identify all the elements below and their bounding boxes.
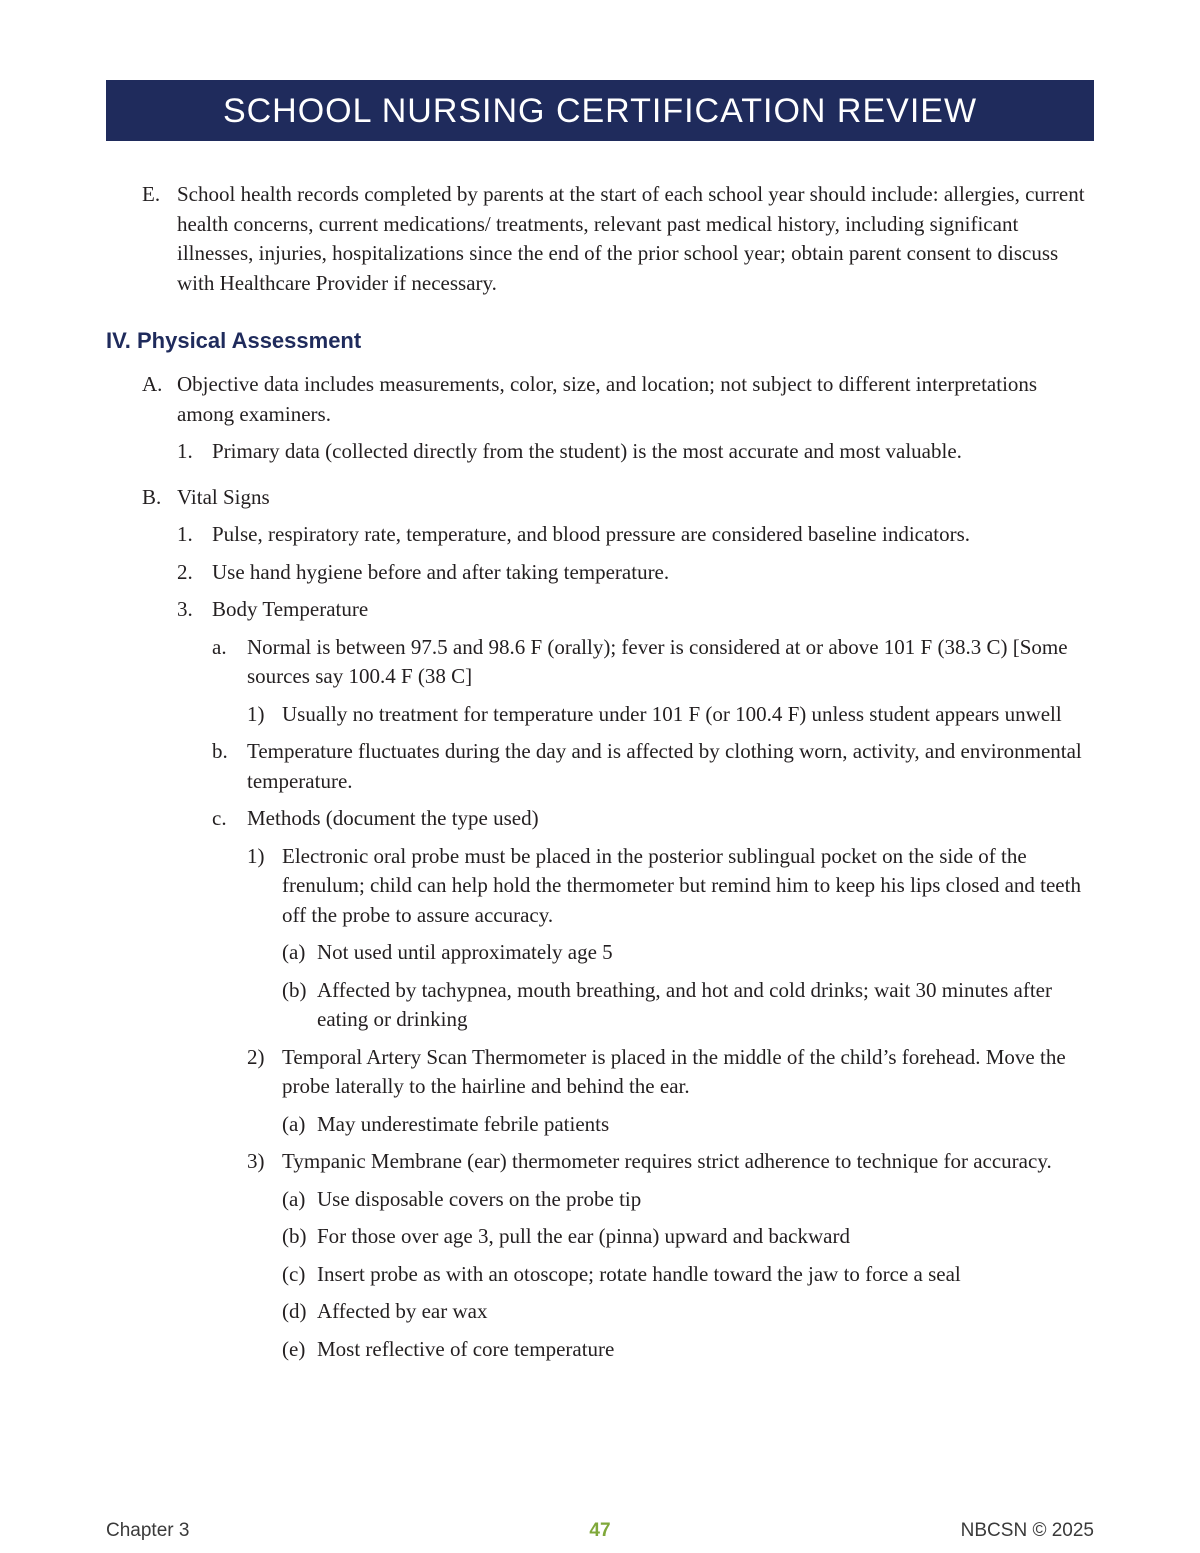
list-item bbox=[282, 1335, 1098, 1365]
list-item bbox=[282, 938, 1098, 968]
page-title: SCHOOL NURSING CERTIFICATION REVIEW bbox=[222, 91, 978, 130]
list-text: Usually no treatment for temperature under 101 F (or 100.4 F) unless student appears unwell bbox=[282, 701, 1062, 726]
list-text: Most reflective of core temperature bbox=[317, 1336, 615, 1361]
list-text: Electronic oral probe must be placed in the posterior sublingual pocket on the side of the frenulum; child can help hold the thermometer but remind him to keep his lips closed and teeth off the probe to assure accuracy. bbox=[282, 843, 1081, 927]
list-marker: 2. bbox=[177, 559, 193, 584]
list-text: May underestimate febrile patients bbox=[317, 1111, 610, 1136]
list-marker: 3) bbox=[247, 1149, 265, 1173]
list-text: Affected by tachypnea, mouth breathing, and hot and cold drinks; wait 30 minutes after eating or drinking bbox=[317, 977, 1052, 1031]
list-text: Affected by ear wax bbox=[317, 1299, 488, 1323]
list-item bbox=[177, 595, 1098, 625]
list-item bbox=[282, 1260, 1098, 1290]
list-text: Use disposable covers on the probe tip bbox=[317, 1186, 642, 1211]
list-item bbox=[177, 520, 1098, 550]
page-footer bbox=[106, 1520, 1094, 1546]
list-marker: c. bbox=[212, 806, 227, 830]
list-item bbox=[212, 633, 1098, 692]
list-item bbox=[247, 1147, 1098, 1177]
list-marker: (a) bbox=[282, 1111, 306, 1136]
list-marker: a. bbox=[212, 634, 227, 659]
list-item bbox=[177, 437, 1098, 467]
list-text: Not used until approximately age 5 bbox=[317, 940, 613, 964]
list-item bbox=[247, 1043, 1098, 1102]
list-text: Pulse, respiratory rate, temperature, and blood pressure are considered baseline indicators. bbox=[212, 522, 971, 546]
list-marker: 1. bbox=[177, 522, 193, 546]
list-marker: b. bbox=[212, 739, 228, 763]
list-item bbox=[177, 558, 1098, 588]
copyright-notice: NBCSN © 2025 bbox=[960, 1520, 1094, 1541]
list-marker: 1. bbox=[177, 439, 193, 463]
list-marker: (a) bbox=[282, 940, 306, 964]
list-text: Primary data (collected directly from the student) is the most accurate and most valuable. bbox=[212, 439, 962, 463]
list-text: Vital Signs bbox=[177, 484, 270, 509]
list-item bbox=[282, 976, 1098, 1035]
list-marker: (d) bbox=[282, 1299, 307, 1323]
list-text: Methods (document the type used) bbox=[247, 806, 539, 830]
list-marker: B. bbox=[142, 484, 162, 509]
list-text: For those over age 3, pull the ear (pinna) upward and backward bbox=[317, 1224, 850, 1248]
chapter-label: Chapter 3 bbox=[106, 1520, 190, 1541]
list-text: Use hand hygiene before and after taking temperature. bbox=[212, 559, 670, 584]
list-item bbox=[282, 1110, 1098, 1140]
list-text: Temporal Artery Scan Thermometer is placed in the middle of the child’s forehead. Move the probe laterally to the hairline and behind the ear. bbox=[282, 1044, 1066, 1098]
list-text: Insert probe as with an otoscope; rotate handle toward the jaw to force a seal bbox=[317, 1261, 961, 1286]
list-marker: E. bbox=[142, 182, 161, 206]
list-marker: 2) bbox=[247, 1044, 265, 1069]
page-number: 47 bbox=[589, 1520, 611, 1541]
list-item bbox=[142, 370, 1098, 429]
list-text: Objective data includes measurements, color, size, and location; not subject to different interpretations among examiners. bbox=[177, 372, 1038, 426]
list-marker: 1) bbox=[247, 701, 265, 726]
list-text: Body Temperature bbox=[212, 597, 369, 621]
list-marker: A. bbox=[142, 372, 163, 396]
list-marker: 3. bbox=[177, 597, 193, 621]
header-banner bbox=[106, 80, 1094, 141]
list-text: Temperature fluctuates during the day and is affected by clothing worn, activity, and environmental temperature. bbox=[247, 739, 1082, 793]
list-marker: (b) bbox=[282, 977, 307, 1002]
list-item bbox=[212, 737, 1098, 796]
list-marker: (a) bbox=[282, 1186, 306, 1211]
list-marker: (c) bbox=[282, 1261, 306, 1286]
list-text: Tympanic Membrane (ear) thermometer requires strict adherence to technique for accuracy. bbox=[282, 1149, 1052, 1173]
list-item bbox=[282, 1297, 1098, 1327]
list-item bbox=[282, 1222, 1098, 1252]
list-marker: (e) bbox=[282, 1336, 306, 1361]
list-item bbox=[247, 700, 1098, 730]
list-marker: 1) bbox=[247, 843, 265, 868]
list-text: Normal is between 97.5 and 98.6 F (orally); fever is considered at or above 101 F (38.3 C) [Some sources say 100.4 F (38 C] bbox=[247, 634, 1068, 688]
list-item bbox=[142, 483, 1098, 513]
list-item bbox=[282, 1185, 1098, 1215]
list-item bbox=[142, 180, 1098, 298]
document-body bbox=[106, 180, 1098, 1364]
list-item bbox=[212, 804, 1098, 834]
section-heading: IV. Physical Assessment bbox=[106, 328, 362, 353]
list-marker: (b) bbox=[282, 1224, 307, 1248]
list-item bbox=[247, 842, 1098, 931]
list-text: School health records completed by parents at the start of each school year should include: allergies, current health concerns, current medications/ treatments, relevant past medical history, including significant illnesses, injuries, hospitalizations since the end of the prior school year; obtain parent consent to discuss with Healthcare Provider if necessary. bbox=[177, 182, 1085, 295]
